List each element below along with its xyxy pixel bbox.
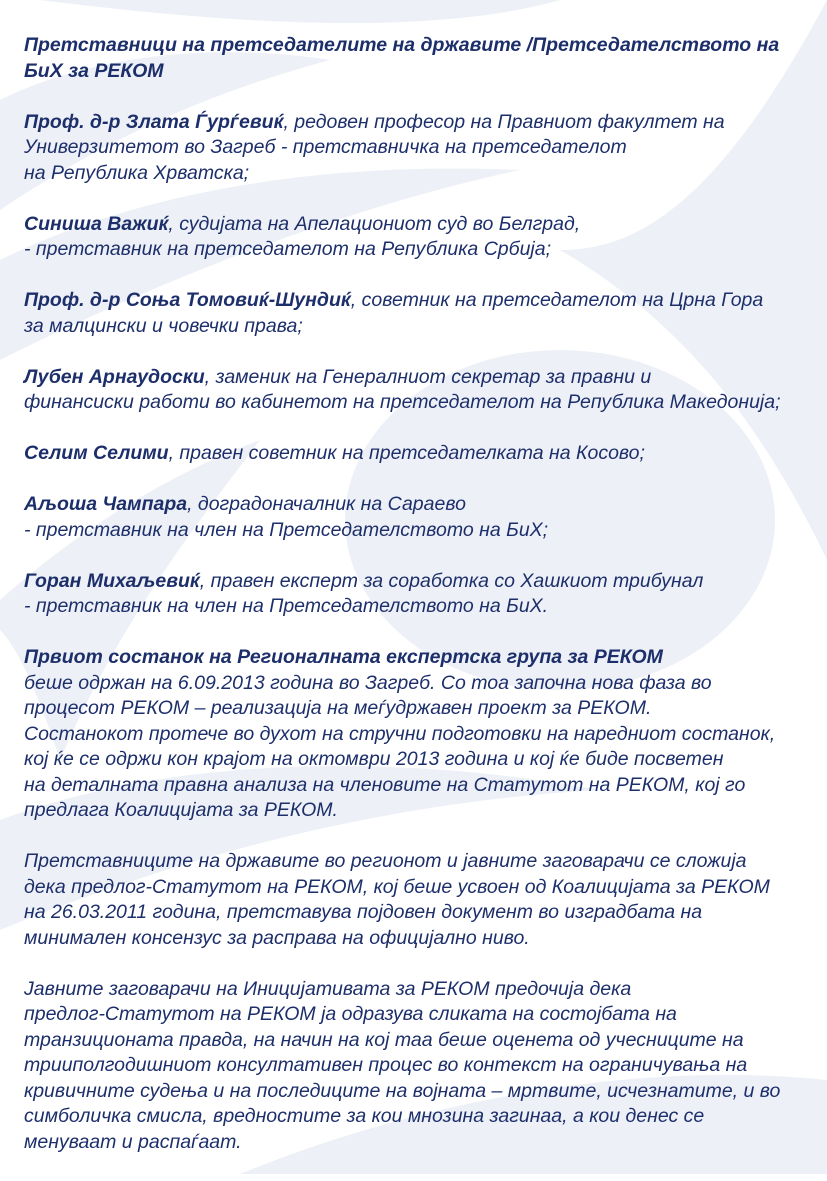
- paragraph-line: процесот РЕКОМ – реализација на меѓудржавен проект за РЕКОМ.: [24, 697, 652, 719]
- paragraph-line: Состанокот протече во духот на стручни подготовки на наредниот состанок,: [24, 722, 776, 745]
- section-heading: [24, 33, 814, 84]
- member-name: Селим Селими: [24, 442, 169, 464]
- paragraph-line: беше одржан на 6.09.2013 година во Загреб. Со тоа започна нова фаза во: [24, 671, 712, 694]
- member-description: , правен советник на претседателката на Косово;: [168, 442, 645, 464]
- member-description: , доградоначалник на Сараево: [187, 493, 466, 515]
- member-description: финансиски работи во кабинетот на претседателот на Република Македонија;: [24, 391, 781, 413]
- paragraph-line: Претставниците на државите во регионот и јавните заговарачи се сложија: [24, 850, 747, 872]
- member-description: , правен експерт за соработка со Хашкиот трибунал: [199, 569, 704, 592]
- consensus-paragraph: [24, 849, 814, 951]
- member-entry: [24, 441, 814, 467]
- member-entry: [24, 569, 814, 620]
- meeting-heading: Првиот состанок на Регионалната експертска група за РЕКОМ: [24, 646, 663, 668]
- document-body: [24, 33, 814, 1181]
- meeting-paragraph: [24, 645, 814, 824]
- paragraph-line: предлог-Статутот на РЕКОМ ја одразува сликата на состојбата на: [24, 1003, 677, 1025]
- member-description: , судијата на Апелациониот суд во Белград,: [168, 212, 581, 235]
- paragraph-line: Јавните заговарачи на Иницијативата за РЕКОМ предочија дека: [24, 977, 632, 1000]
- member-entry: [24, 492, 814, 543]
- member-description: - претставник на претседателот на Република Србија;: [24, 238, 552, 260]
- paragraph-line: минимален консензус за расправа на официјално ниво.: [24, 926, 530, 949]
- member-name: Синиша Важиќ: [24, 212, 169, 235]
- paragraph-line: на 26.03.2011 година, претставува појдовен документ во изградбата на: [24, 901, 703, 923]
- paragraph-line: дека предлог-Статутот на РЕКОМ, кој беше усвоен од Коалицијата за РЕКОМ: [24, 875, 770, 898]
- member-name: Проф. д-р Злата Ѓурѓевиќ: [24, 110, 284, 133]
- member-name: Проф. д-р Соња Томовиќ-Шундиќ: [24, 289, 351, 311]
- member-description: - претставник на член на Претседателството на БиХ;: [24, 518, 549, 541]
- member-description: , редовен професор на Правниот факултет на: [283, 110, 725, 133]
- paragraph-line: трииполгодишниот консултативен процес во контекст на ограничувања на: [24, 1054, 748, 1076]
- paragraph-line: транзиционата правда, на начин на кој таа беше оценета од учесниците на: [24, 1028, 744, 1051]
- paragraph-line: кривичните судења и на последиците на војната – мртвите, исчезнатите, и во: [24, 1079, 781, 1102]
- member-entry: [24, 110, 814, 187]
- member-entry: [24, 288, 814, 339]
- paragraph-line: предлага Коалицијата за РЕКОМ.: [24, 799, 338, 821]
- heading-line: Претставници на претседателите на државите /Претседателството на: [24, 34, 780, 56]
- member-description: Универзитетот во Загреб - претставничка на претседателот: [24, 136, 627, 158]
- member-description: , заменик на Генералниот секретар за правни и: [204, 365, 652, 388]
- member-name: Горан Михаљевиќ: [24, 569, 200, 592]
- member-description: - претставник на член на Претседателството на БиХ.: [24, 595, 549, 617]
- member-name: Лубен Арнаудоски: [24, 365, 205, 388]
- paragraph-line: симболичка смисла, вредностите за кои мнозина загинаа, а кои денес се: [24, 1105, 705, 1127]
- member-description: на Република Хрватска;: [24, 161, 250, 184]
- member-description: за малцински и човечки права;: [24, 314, 303, 337]
- heading-line: БиХ за РЕКОМ: [24, 59, 164, 82]
- member-description: , советник на претседателот на Црна Гора: [350, 289, 764, 311]
- advocates-paragraph: [24, 977, 814, 1156]
- member-name: Аљоша Чампара: [24, 493, 188, 515]
- member-entry: [24, 212, 814, 263]
- paragraph-line: менуваат и распаѓаат.: [24, 1130, 242, 1153]
- paragraph-line: на деталната правна анализа на членовите на Статутот на РЕКОМ, кој го: [24, 773, 746, 796]
- member-entry: [24, 365, 814, 416]
- paragraph-line: кој ќе се одржи кон крајот на октомври 2013 година и кој ќе биде посветен: [24, 748, 724, 770]
